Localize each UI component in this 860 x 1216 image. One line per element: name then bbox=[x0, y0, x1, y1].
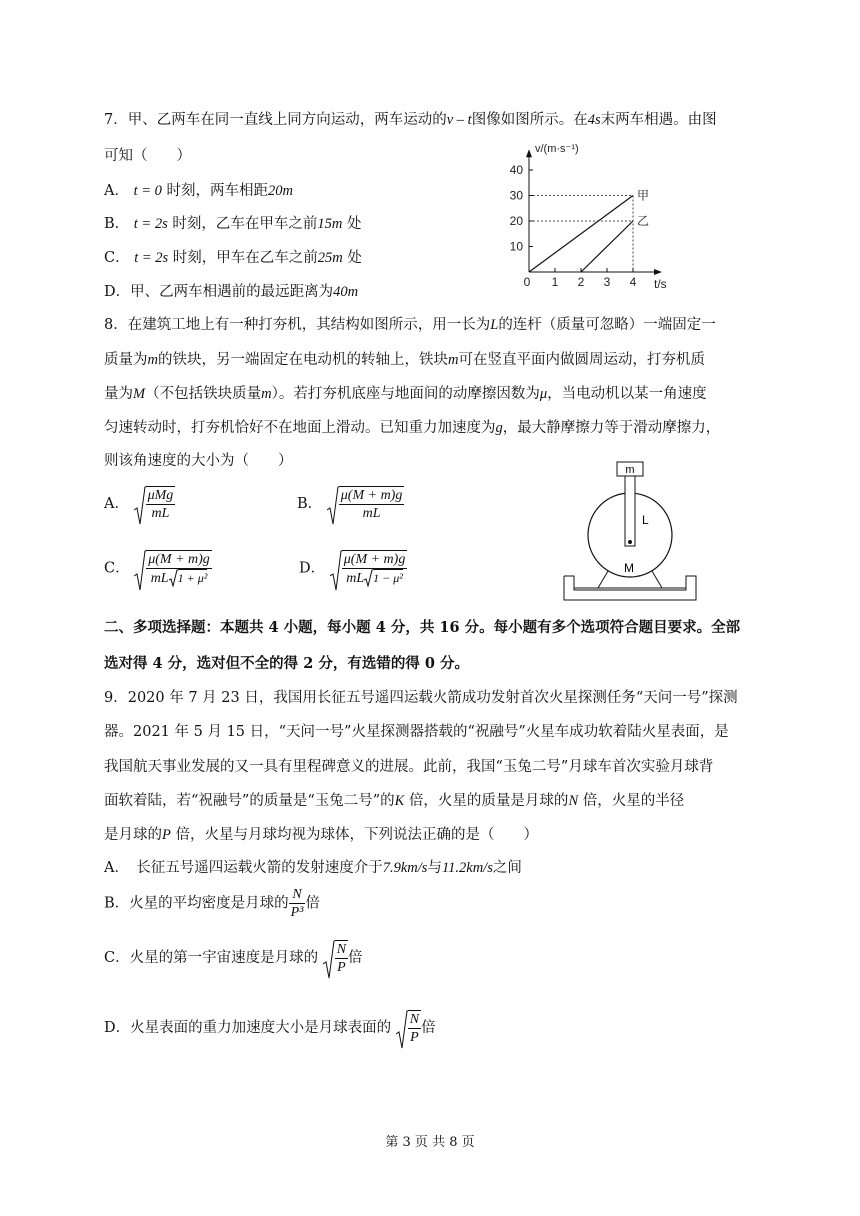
q7-option-d: D．甲、乙两车相遇前的最远距离为40m bbox=[104, 284, 359, 300]
sqrt-9c: $\frac{N}{P}$ bbox=[323, 940, 348, 976]
q8-option-c: C． μ(M + m)g mL 1 + μ² bbox=[104, 550, 212, 587]
x-axis-arrow bbox=[654, 269, 662, 275]
q8-option-d: D． μ(M + m)g mL 1 − μ² bbox=[299, 550, 407, 587]
q9-option-c: C．火星的第一宇宙速度是月球的 $\frac{N}{P}$ 倍 bbox=[104, 940, 363, 976]
series-line bbox=[529, 196, 633, 273]
tamper-machine-figure bbox=[560, 458, 700, 608]
y-tick-label: 20 bbox=[509, 214, 523, 228]
x-tick-label: 0 bbox=[523, 275, 531, 289]
q8-stem-line3: 量为M（不包括铁块质量m）。若打夯机底座与地面间的动摩擦因数为μ，当电动机以某一角速度 bbox=[104, 386, 707, 402]
sqrt-9d: $\frac{N}{P}$ bbox=[396, 1010, 421, 1046]
x-axis-label: t/s bbox=[654, 277, 667, 291]
y-axis-arrow bbox=[526, 149, 532, 157]
x-tick-label: 4 bbox=[629, 275, 637, 289]
series-label: 乙 bbox=[637, 214, 650, 228]
x-tick-label: 1 bbox=[551, 275, 559, 289]
label-m: m bbox=[625, 464, 635, 476]
q9-stem-line2: 器。2021 年 5 月 15 日，“天问一号”火星探测器搭载的“祝融号”火星车成功软着陆火星表面，是 bbox=[104, 724, 729, 740]
vt-chart bbox=[505, 138, 675, 296]
y-tick-label: 30 bbox=[509, 188, 523, 203]
q7-stem-line2: 可知（ ） bbox=[104, 148, 191, 164]
sqrt-c: μ(M + m)g mL 1 + μ² bbox=[134, 550, 212, 587]
section2-heading-line1: 二、多项选择题：本题共 4 小题，每小题 4 分，共 16 分。每小题有多个选项符合题目要求。全部 bbox=[104, 619, 741, 636]
axle-dot bbox=[628, 540, 632, 544]
x-tick-label: 2 bbox=[577, 275, 585, 289]
q8-option-a: A． $\frac{\text{μMg}}{mL}$ bbox=[104, 486, 175, 522]
label-M: M bbox=[624, 561, 634, 575]
y-axis-label: v/(m·s⁻¹) bbox=[535, 143, 579, 155]
q9-stem-line5: 是月球的P 倍，火星与月球均视为球体，下列说法正确的是（ ） bbox=[104, 827, 538, 843]
q8-stem-line5: 则该角速度的大小为（ ） bbox=[104, 453, 293, 469]
sqrt-b: $\frac{\mu(M + m)g}{mL}$ bbox=[327, 486, 405, 522]
q8-stem-line2: 质量为m的铁块，另一端固定在电动机的转轴上，铁块m可在竖直平面内做圆周运动，打夯机质 bbox=[104, 352, 705, 368]
q9-stem-line3: 我国航天事业发展的又一具有里程碑意义的进展。此前，我国“玉兔二号”月球车首次实验月球背 bbox=[104, 759, 714, 775]
q7-option-c: C． t = 2s 时刻，甲车在乙车之前25m 处 bbox=[104, 250, 362, 266]
left-leg bbox=[598, 571, 608, 588]
y-tick-label: 40 bbox=[509, 163, 523, 177]
y-tick-label: 10 bbox=[509, 239, 523, 254]
q9-option-d: D．火星表面的重力加速度大小是月球表面的 $\frac{N}{P}$ 倍 bbox=[104, 1010, 436, 1046]
sqrt-a: $\frac{\text{μMg}}{mL}$ bbox=[134, 486, 176, 522]
series-label: 甲 bbox=[637, 188, 650, 203]
q9-option-a: A． 长征五号遥四运载火箭的发射速度介于7.9km/s与11.2km/s之间 bbox=[104, 860, 522, 876]
q8-stem-line4: 匀速转动时，打夯机恰好不在地面上滑动。已知重力加速度为g，最大静摩擦力等于滑动摩擦力， bbox=[104, 420, 721, 436]
page-footer: 第 3 页 共 8 页 bbox=[385, 1135, 475, 1150]
x-tick-label: 3 bbox=[603, 275, 611, 289]
q7-option-a: A． t = 0 时刻，两车相距20m bbox=[104, 183, 294, 199]
sqrt-d: μ(M + m)g mL 1 − μ² bbox=[330, 550, 408, 587]
q8-option-b: B． $\frac{\mu(M + m)g}{mL}$ bbox=[297, 486, 404, 522]
q9-stem-line4: 面软着陆，若“祝融号”的质量是“玉兔二号”的K 倍，火星的质量是月球的N 倍，火星的半径 bbox=[104, 793, 685, 809]
label-L: L bbox=[642, 513, 649, 527]
q9-stem-line1: 9．2020 年 7 月 23 日，我国用长征五号遥四运载火箭成功发射首次火星探测任务“天问一号”探测 bbox=[104, 690, 738, 706]
q9-option-b: B．火星的平均密度是月球的 $\frac{N}{\text{P³}}$ 倍 bbox=[104, 887, 320, 920]
q7-stem-line1: 7．甲、乙两车在同一直线上同方向运动，两车运动的v – t图像如图所示。在4s末两车相遇。由图 bbox=[104, 112, 717, 128]
q8-stem-line1: 8．在建筑工地上有一种打夯机，其结构如图所示，用一长为L的连杆（质量可忽略）一端固定一 bbox=[104, 317, 716, 333]
right-leg bbox=[652, 571, 662, 588]
q7-option-b: B． t = 2s 时刻，乙车在甲车之前15m 处 bbox=[104, 216, 362, 232]
section2-heading-line2: 选对得 4 分，选对但不全的得 2 分，有选错的得 0 分。 bbox=[104, 655, 470, 672]
